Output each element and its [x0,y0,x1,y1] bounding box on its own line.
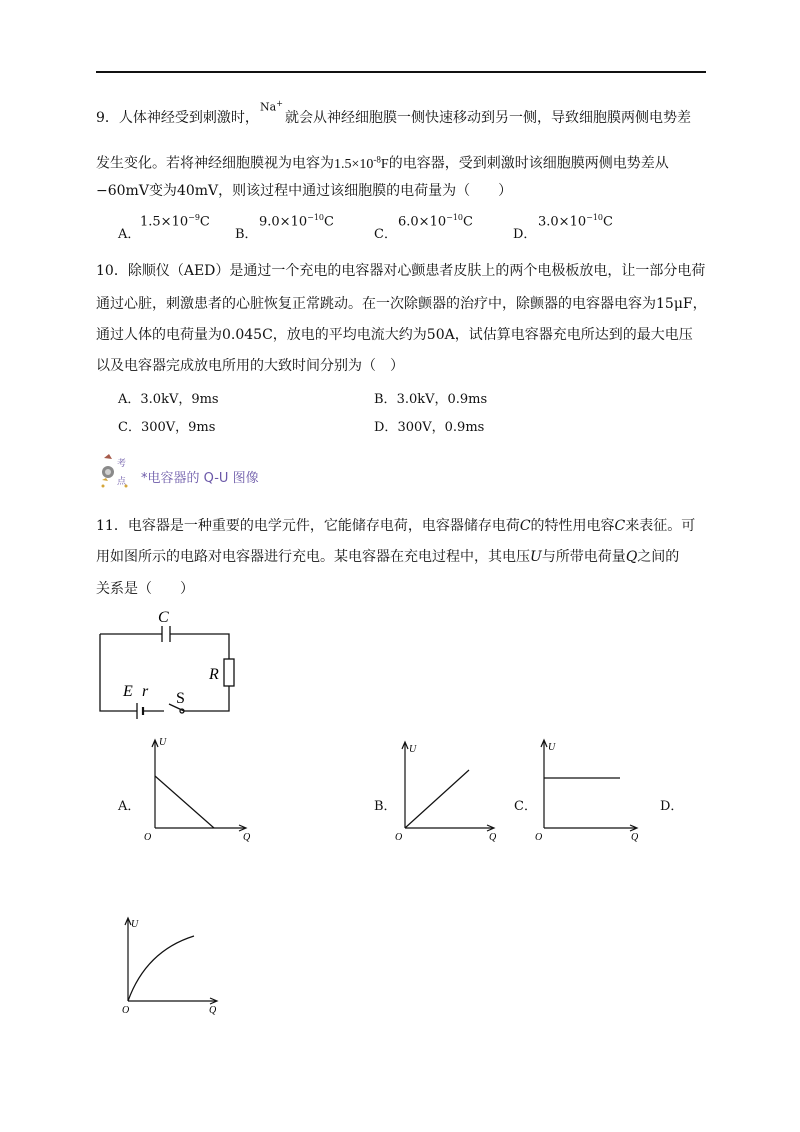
q10-line1: 10．除顺仪（AED）是通过一个充电的电容器对心颤患者皮肤上的两个电极板放电，让一部分电荷 [96,263,706,279]
q9-line1: 9．人体神经受到刺激时， [96,110,259,126]
resistor-label: R [209,666,219,683]
q11-line3: 关系是（ ） [96,581,194,597]
q11-option-d-label[interactable]: D． [660,799,684,814]
circuit-diagram [96,605,241,720]
q10-option-a[interactable]: A．3.0kV，9ms [118,392,219,407]
u-axis-label: U [409,744,417,755]
q9-v2: 40mV [176,183,219,199]
q10-option-c[interactable]: C．300V，9ms [118,420,216,435]
q9-capacitance: $1.5\times 10^{-8}F$ [334,154,389,172]
graph-b-line [405,770,469,828]
header-rule [96,71,706,73]
q11-option-c-label[interactable]: C． [514,799,537,814]
q11-option-a-label[interactable]: A． [118,799,141,814]
q-axis-label: Q [489,832,497,843]
q11-graph-d[interactable] [118,913,233,1025]
q11-number: 11． [96,518,128,534]
q10-charge: 0.045C [222,327,273,343]
q-axis-label: Q [243,832,251,843]
q11-option-b-label[interactable]: B． [374,799,397,814]
q9-line2: 发生变化。若将神经细胞膜视为电容为$1.5\times 10^{-8}F$的电容器，受到刺激时该细胞膜两侧电势差从 [96,154,669,172]
q10-option-b[interactable]: B．3.0kV，0.9ms [374,392,488,407]
q10-line3: 通过人体的电荷量为0.045C，放电的平均电流大约为50A，试估算电容器充电所达到的最大电压 [96,327,693,343]
q10-line4: 以及电容器完成放电所用的大致时间分别为（ ） [96,358,404,374]
origin-label: O [144,832,152,843]
switch-contact [180,709,184,713]
q9-line3: −60mV变为40mV，则该过程中通过该细胞膜的电荷量为（ ） [96,183,513,199]
exam-point-icon [96,450,132,492]
graph-a-line [155,776,214,828]
q11-graph-a[interactable] [140,733,255,845]
q9-number: 9． [96,110,119,126]
origin-label: O [395,832,403,843]
q10-number: 10． [96,263,128,279]
q9-ion: Na+ [260,99,283,114]
q10-option-d[interactable]: D．300V，0.9ms [374,420,485,435]
origin-label: O [122,1005,130,1016]
q11-line1: 11．电容器是一种重要的电学元件，它能储存电荷，电容器储存电荷C的特性用电容C来表征。可 [96,518,696,534]
q11-line2: 用如图所示的电路对电容器进行充电。某电容器在充电过程中，其电压U与所带电荷量Q之间的 [96,549,680,565]
resistor [224,659,234,686]
section-badge: 考 点 [96,450,132,492]
q10-current: 50A [426,327,455,343]
capacitor-label: C [158,609,169,626]
q-axis-label: Q [209,1005,217,1016]
section-title: *电容器的 Q-U 图像 [141,471,259,486]
q9-v1: −60mV [96,183,149,199]
q10-line2: 通过心脏，刺激患者的心脏恢复正常跳动。在一次除颤器的治疗中，除颤器的电容器电容为15μF， [96,296,707,312]
q-axis-label: Q [631,832,639,843]
q9-line1-rest: 就会从神经细胞膜一侧快速移动到另一侧，导致细胞膜两侧电势差 [285,110,691,126]
origin-label: O [535,832,543,843]
graph-d-curve [128,936,194,1001]
u-axis-label: U [159,737,167,748]
q11-graph-c[interactable] [532,733,647,845]
internal-resistance-label: r [142,683,149,700]
emf-label: E [123,683,133,700]
switch-label: S [176,690,185,707]
q10-capacitance: 15μF [656,296,693,312]
u-axis-label: U [548,742,556,753]
q11-graph-b[interactable] [391,733,506,845]
u-axis-label: U [131,919,139,930]
